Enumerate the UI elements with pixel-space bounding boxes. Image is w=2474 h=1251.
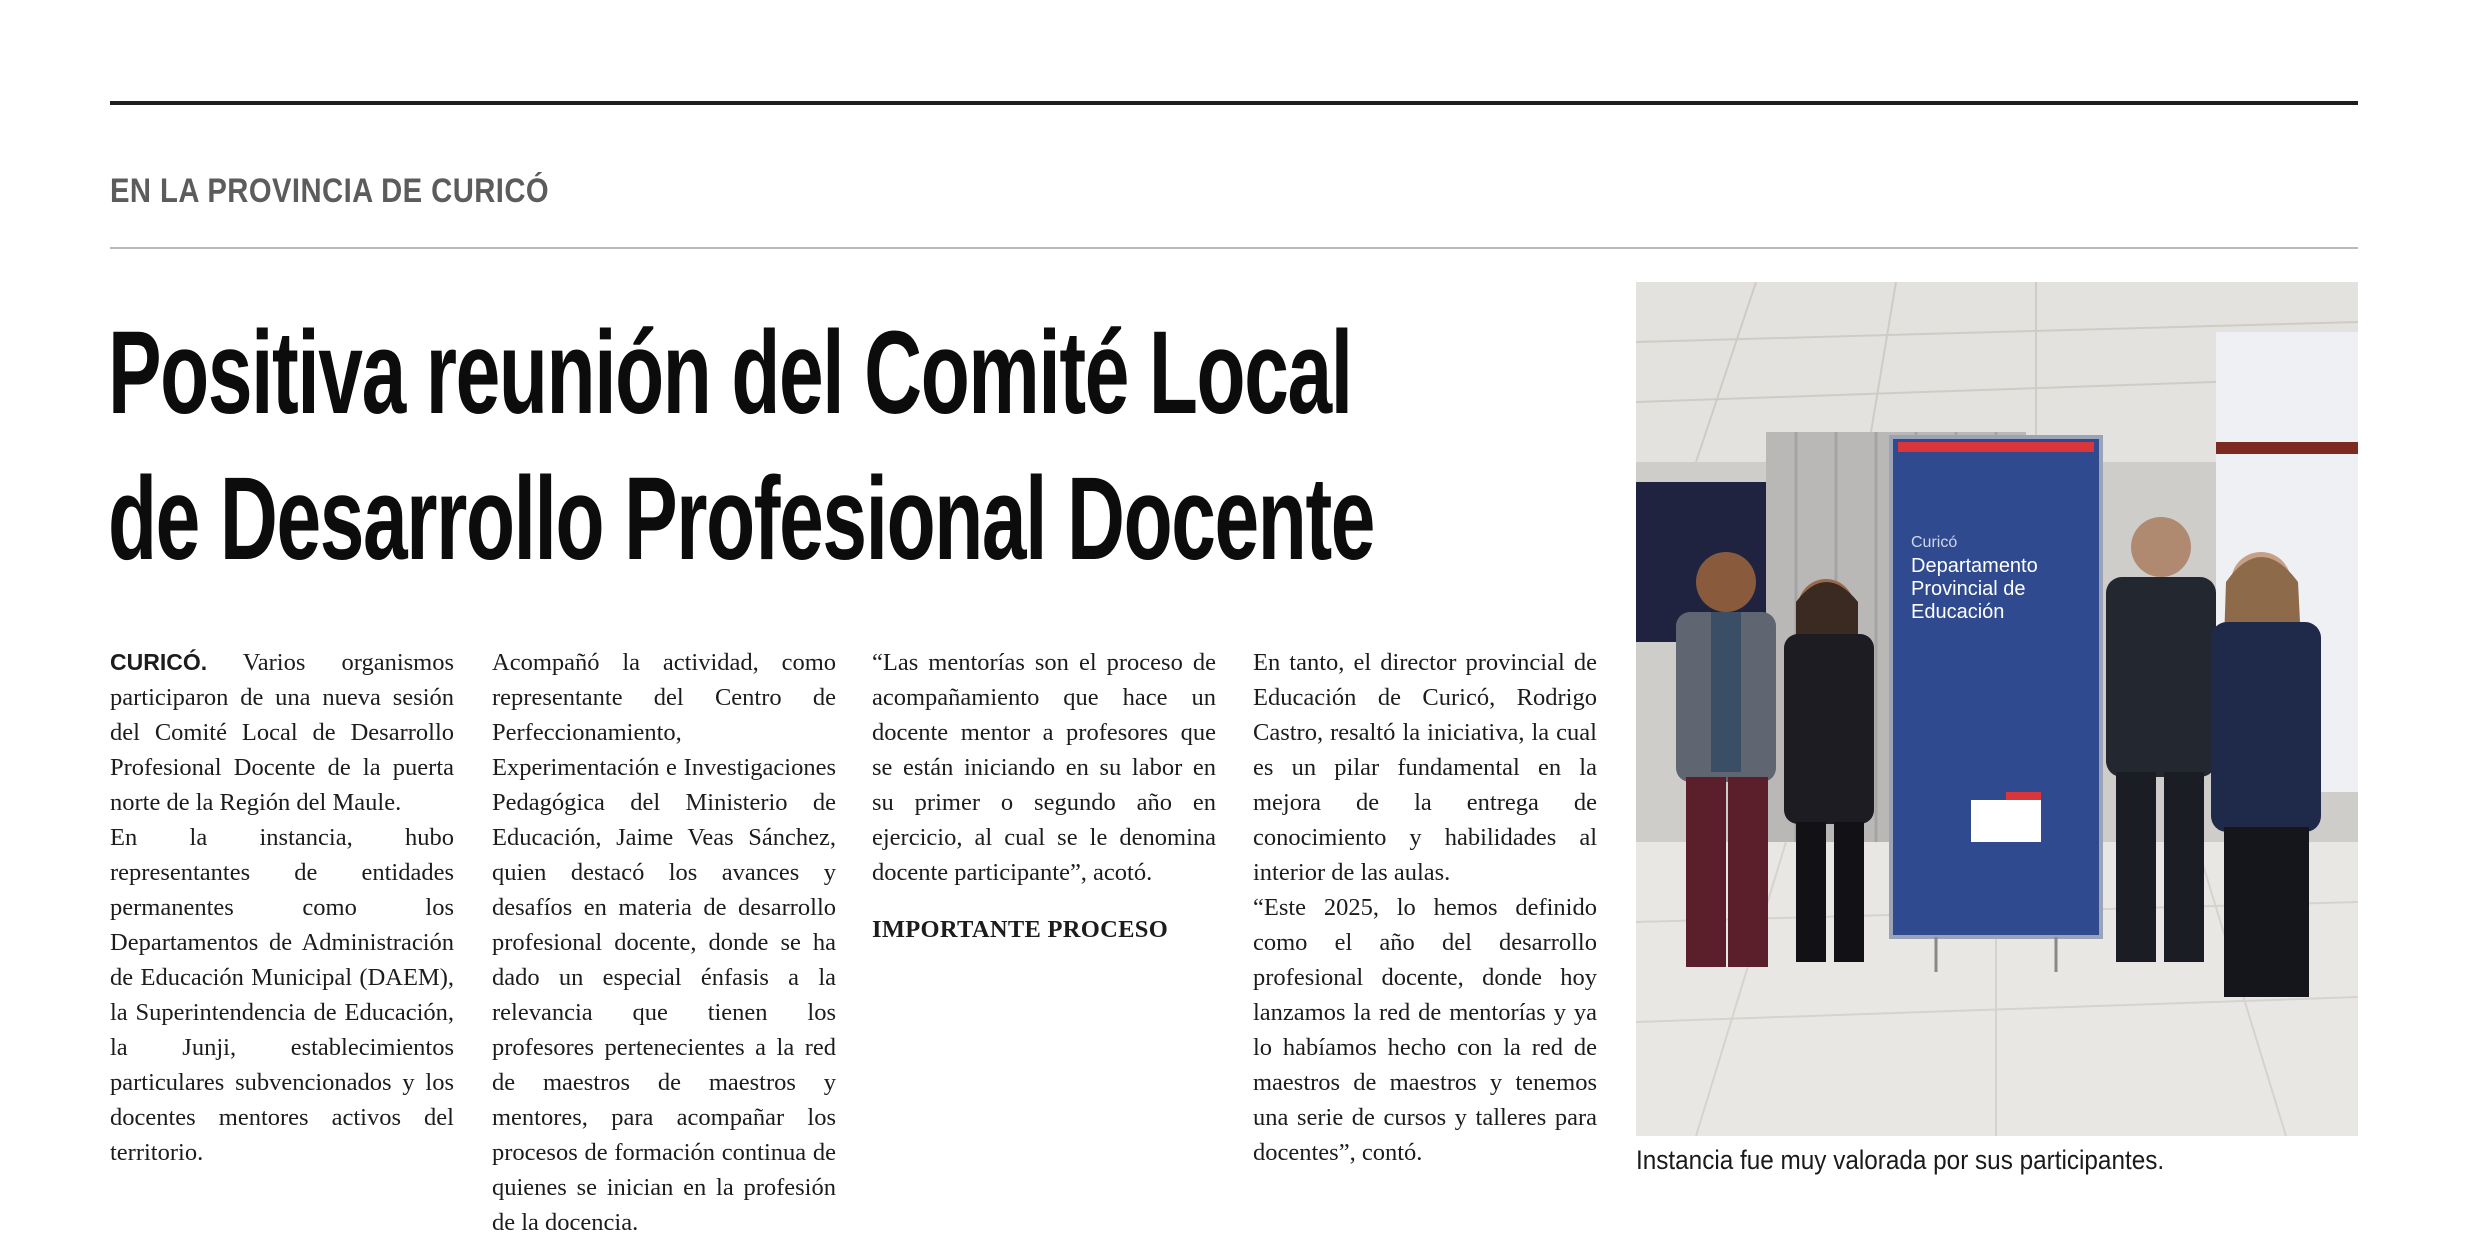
banner-title-line-3: Educación [1911, 601, 2005, 623]
article-paragraph: En tanto, el director provincial de Educación de Curicó, Rodrigo Castro, resaltó la iniciativa, la cual es un pilar fundamental en la mejora de la entrega de conocimiento y habilidades al interior de las aulas. [1253, 649, 1597, 886]
section-label: EN LA PROVINCIA DE CURICÓ [110, 172, 550, 210]
dateline: CURICÓ. [110, 649, 208, 675]
article-paragraph: “Este 2025, lo hemos definido como el año del desarrollo profesional docente, donde hoy lanzamos la red de mentorías y ya lo habíamos hecho con la red de maestros de maestros y tenemos una serie de cursos y talleres para docentes”, contó. [1253, 894, 1597, 1166]
subheading: IMPORTANTE PROCESO [872, 916, 1169, 943]
article-column-4 [1253, 645, 1597, 1170]
banner-title-line-2: Provincial de [1911, 578, 2026, 600]
photo-caption: Instancia fue muy valorada por sus participantes. [1636, 1145, 2165, 1175]
top-rule [110, 101, 2358, 105]
article-paragraph: “Las mentorías son el proceso de acompañamiento que hace un docente mentor a profesores que se están iniciando en su labor en su primer o segundo año en ejercicio, al cual se le denomina docente participante”, acotó. [872, 649, 1216, 886]
headline-line-2: de Desarrollo Profesional Docente [108, 453, 1375, 585]
article-paragraph: Acompañó la actividad, como representante del Centro de Perfeccionamiento, Experimentación e Investigaciones Pedagógica del Ministerio de Educación, Jaime Veas Sánchez, quien destacó los avances y desafíos en materia de desarrollo profesional docente, donde se ha dado un especial énfasis a la relevancia que tienen los profesores pertenecientes a la red de maestros de maestros y mentores, para acompañar los procesos de formación continua de quienes se inician en la profesión de la docencia. [492, 649, 836, 1236]
headline [108, 300, 1375, 592]
article-photo [1636, 282, 2358, 1136]
article-column-3 [872, 645, 1216, 947]
article-column-2 [492, 645, 836, 1240]
section-divider [110, 247, 2358, 249]
article-paragraph: En la instancia, hubo representantes de entidades permanentes como los Departamentos de Administración de Educación Municipal (DAEM), la Superintendencia de Educación, la Junji, establecimientos particulares subvencionados y los docentes mentores activos del territorio. [110, 824, 454, 1166]
article-paragraph: CURICÓ. Varios organismos participaron de una nueva sesión del Comité Local de Desarrollo Profesional Docente de la puerta norte de la Región del Maule. [110, 649, 454, 816]
article-column-1 [110, 645, 454, 1170]
banner-title-line-1: Departamento [1911, 555, 2038, 577]
headline-line-1: Positiva reunión del Comité Local [108, 307, 1352, 439]
banner-small-text: Curicó [1911, 534, 1958, 551]
